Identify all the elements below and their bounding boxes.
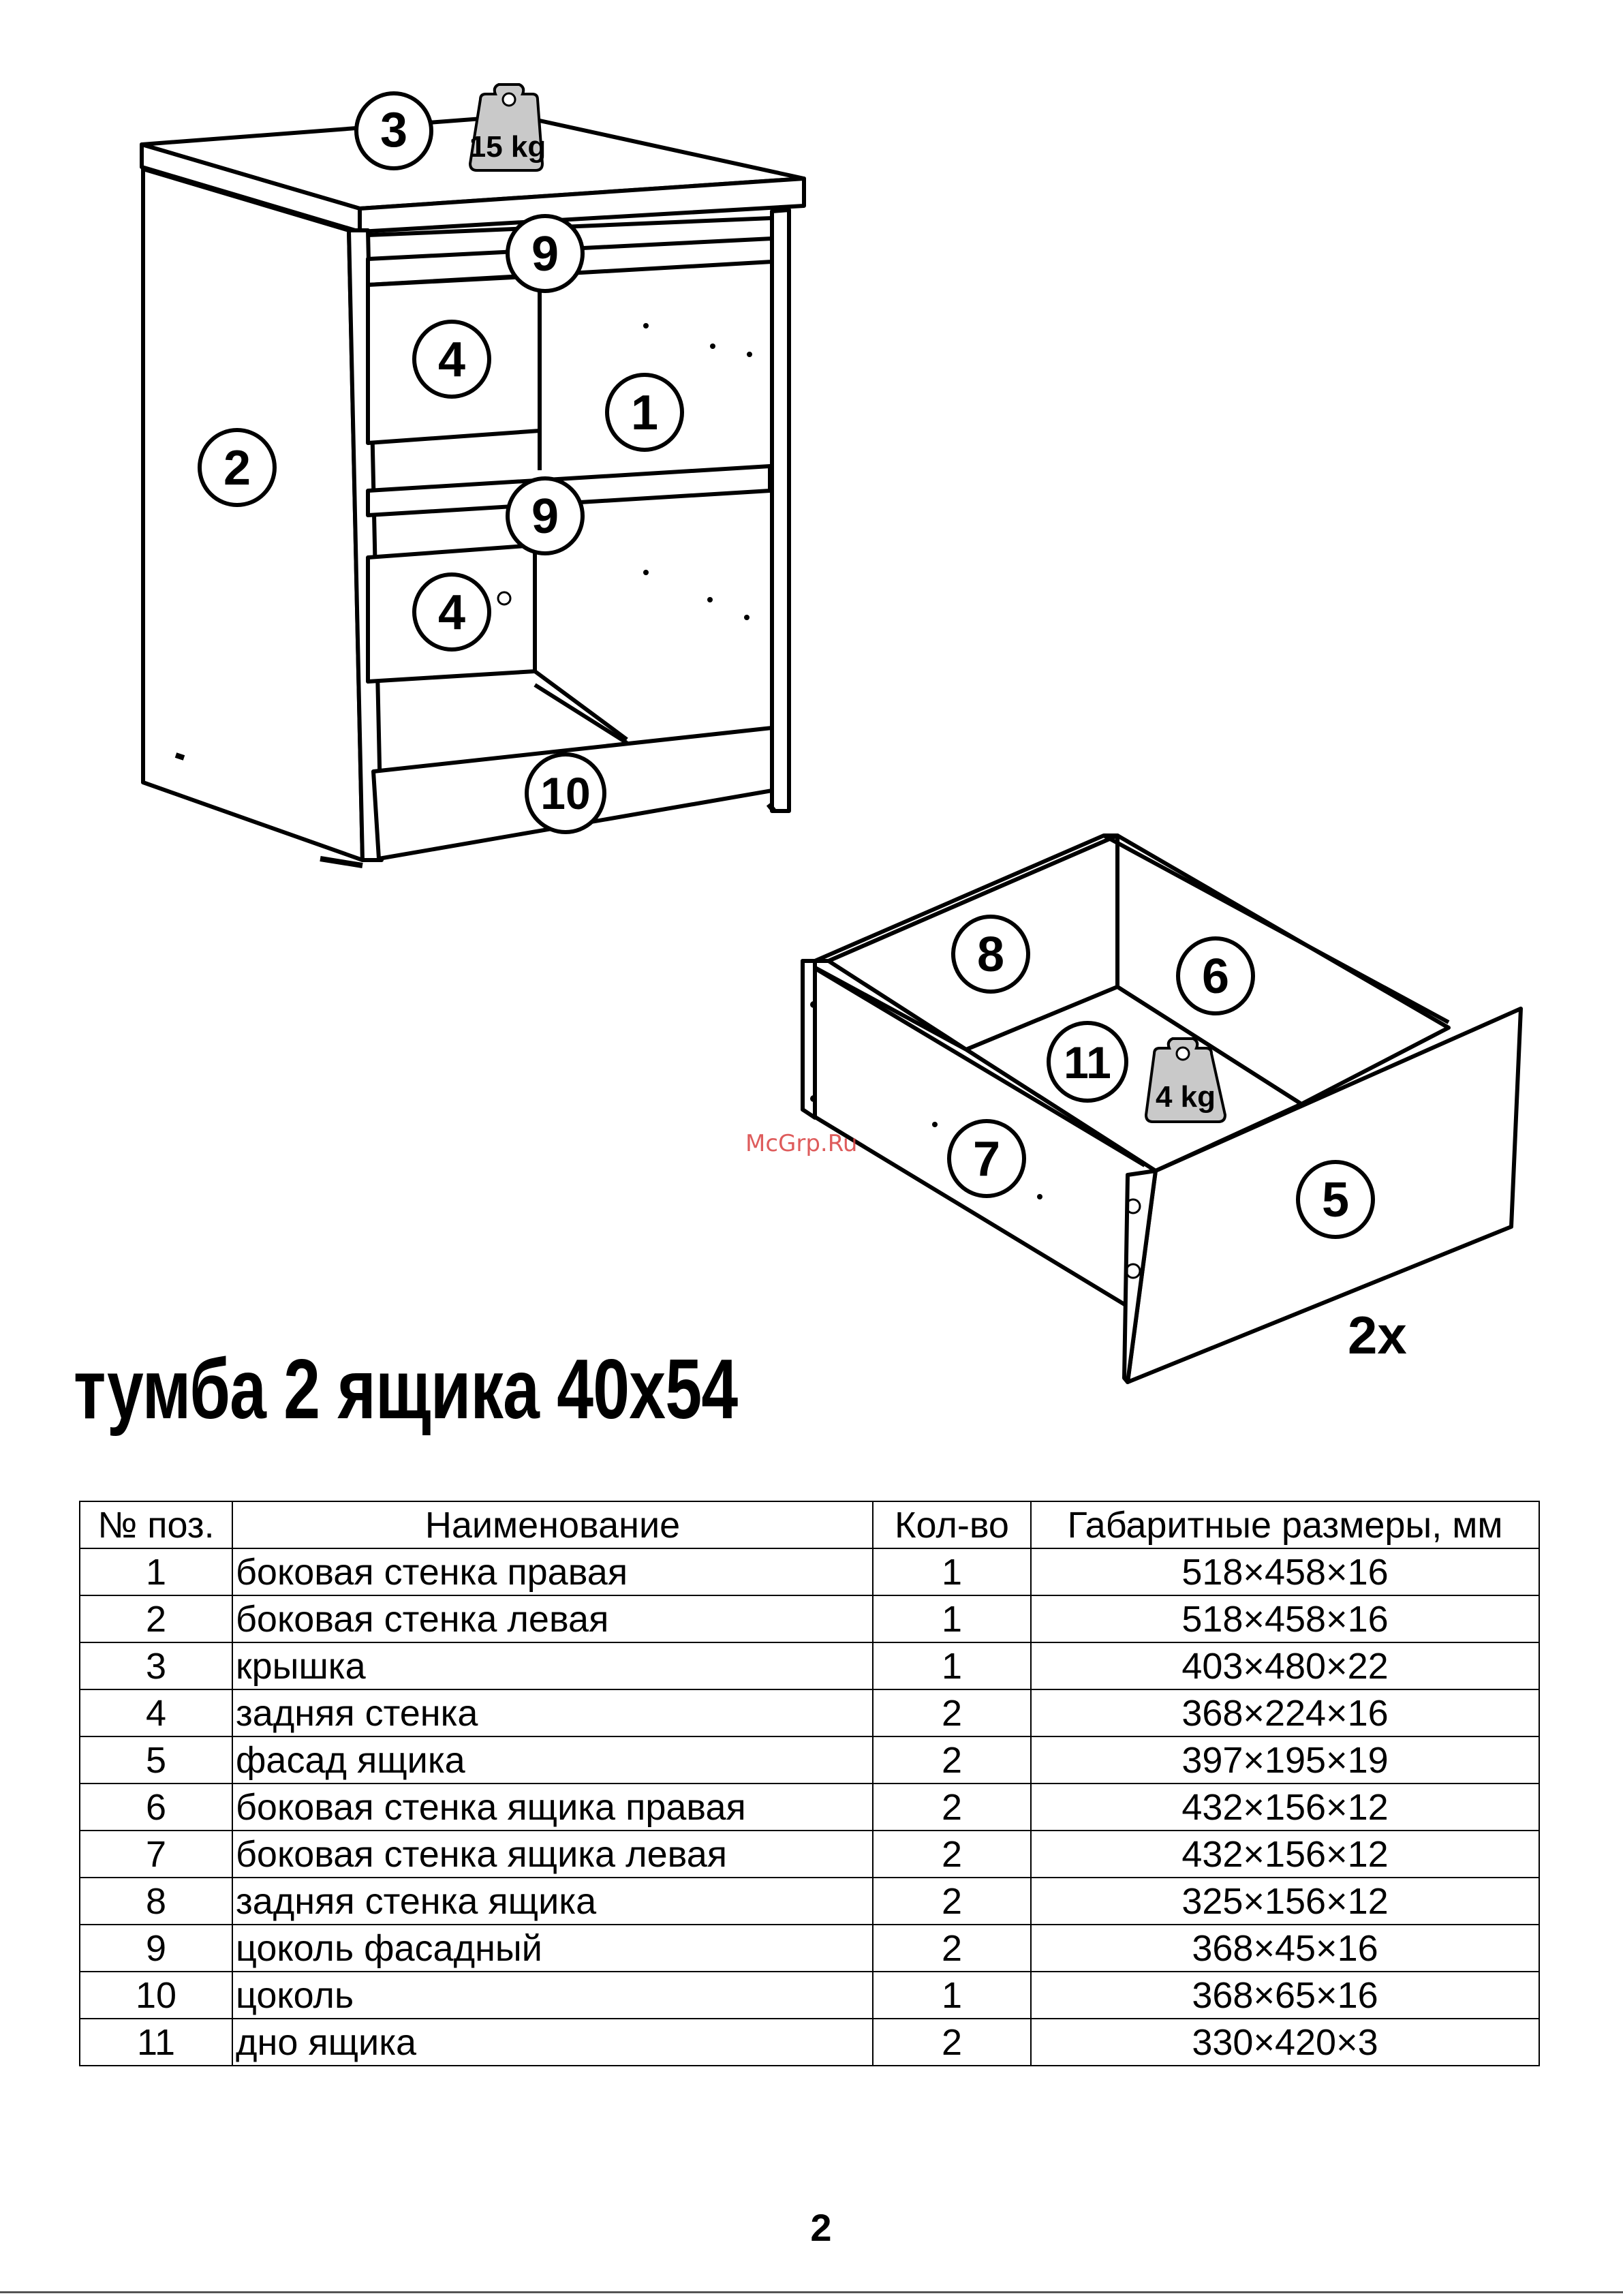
- cell-position: 4: [80, 1689, 232, 1736]
- header-dimensions: Габаритные размеры, мм: [1031, 1501, 1539, 1548]
- callout-label: 2: [223, 441, 251, 495]
- callout-label: 4: [437, 585, 466, 640]
- cell-dimensions: 330×420×3: [1031, 2019, 1539, 2066]
- callout-label: 8: [976, 928, 1005, 982]
- callout-label: 10: [540, 768, 591, 818]
- table-header-row: [80, 1501, 1539, 1548]
- table-row: [80, 1548, 1539, 1595]
- header-quantity: Кол-во: [873, 1501, 1031, 1548]
- table-row: [80, 2019, 1539, 2066]
- cell-position: 11: [80, 2019, 232, 2066]
- cell-quantity: 1: [873, 1642, 1031, 1689]
- drawer-quantity-label: 2x: [1348, 1305, 1407, 1365]
- cabinet-load-label: 15 kg: [469, 130, 546, 164]
- cell-dimensions: 368×65×16: [1031, 1972, 1539, 2019]
- cell-quantity: 2: [873, 1831, 1031, 1878]
- table-row: [80, 1595, 1539, 1642]
- table-row: [80, 1925, 1539, 1972]
- callout-3: [356, 93, 431, 168]
- cell-position: 10: [80, 1972, 232, 2019]
- cell-name: задняя стенка: [232, 1689, 873, 1736]
- callout-4-upper: [414, 322, 489, 397]
- cell-name: боковая стенка ящика левая: [232, 1831, 873, 1878]
- callout-8: [953, 917, 1028, 992]
- callout-1: [607, 375, 682, 450]
- cell-name: дно ящика: [232, 2019, 873, 2066]
- header-name: Наименование: [232, 1501, 873, 1548]
- table-row: [80, 1784, 1539, 1831]
- callout-4-lower: [414, 575, 489, 649]
- cell-quantity: 1: [873, 1972, 1031, 2019]
- cell-name: боковая стенка ящика правая: [232, 1784, 873, 1831]
- callout-label: 4: [437, 333, 466, 387]
- cell-name: цоколь: [232, 1972, 873, 2019]
- cell-quantity: 1: [873, 1548, 1031, 1595]
- callout-9-top: [508, 216, 583, 291]
- header-position: № поз.: [80, 1501, 232, 1548]
- cell-dimensions: 368×224×16: [1031, 1689, 1539, 1736]
- cell-dimensions: 518×458×16: [1031, 1548, 1539, 1595]
- cell-dimensions: 403×480×22: [1031, 1642, 1539, 1689]
- table-row: [80, 1831, 1539, 1878]
- callout-9-middle: [508, 478, 583, 553]
- cell-dimensions: 368×45×16: [1031, 1925, 1539, 1972]
- cell-position: 5: [80, 1736, 232, 1784]
- callout-label: 11: [1064, 1037, 1111, 1088]
- cell-name: задняя стенка ящика: [232, 1878, 873, 1925]
- cell-quantity: 2: [873, 2019, 1031, 2066]
- drawer-load-label: 4 kg: [1155, 1080, 1216, 1114]
- callout-10: [527, 754, 604, 832]
- cell-position: 3: [80, 1642, 232, 1689]
- cell-dimensions: 432×156×12: [1031, 1784, 1539, 1831]
- table-row: [80, 1878, 1539, 1925]
- page-title: тумба 2 ящика 40x54: [74, 1343, 738, 1437]
- callout-label: 3: [380, 103, 408, 157]
- callout-label: 5: [1321, 1173, 1350, 1227]
- callout-label: 7: [972, 1132, 1001, 1187]
- callout-label: 6: [1201, 949, 1230, 1004]
- callout-label: 9: [531, 227, 559, 281]
- cell-quantity: 2: [873, 1689, 1031, 1736]
- cell-name: боковая стенка правая: [232, 1548, 873, 1595]
- cell-position: 7: [80, 1831, 232, 1878]
- cell-position: 6: [80, 1784, 232, 1831]
- table-row: [80, 1642, 1539, 1689]
- cell-name: фасад ящика: [232, 1736, 873, 1784]
- cell-dimensions: 432×156×12: [1031, 1831, 1539, 1878]
- cell-position: 2: [80, 1595, 232, 1642]
- table-row: [80, 1736, 1539, 1784]
- parts-table: [79, 1501, 1540, 2066]
- table-row: [80, 1689, 1539, 1736]
- bottom-divider: [0, 2291, 1623, 2293]
- cell-name: крышка: [232, 1642, 873, 1689]
- weight-icon: [469, 85, 546, 170]
- cell-position: 1: [80, 1548, 232, 1595]
- cell-dimensions: 325×156×12: [1031, 1878, 1539, 1925]
- cell-quantity: 2: [873, 1925, 1031, 1972]
- callout-5: [1298, 1162, 1373, 1237]
- callout-label: 1: [630, 386, 659, 440]
- callout-11: [1049, 1023, 1126, 1101]
- cell-quantity: 2: [873, 1878, 1031, 1925]
- cell-name: цоколь фасадный: [232, 1925, 873, 1972]
- cell-quantity: 2: [873, 1784, 1031, 1831]
- cell-name: боковая стенка левая: [232, 1595, 873, 1642]
- callout-label: 9: [531, 489, 559, 544]
- page-number: 2: [810, 2206, 832, 2249]
- callout-2: [200, 430, 275, 505]
- cell-dimensions: 518×458×16: [1031, 1595, 1539, 1642]
- cell-dimensions: 397×195×19: [1031, 1736, 1539, 1784]
- cell-quantity: 1: [873, 1595, 1031, 1642]
- callout-7: [949, 1121, 1024, 1196]
- cell-position: 9: [80, 1925, 232, 1972]
- cell-position: 8: [80, 1878, 232, 1925]
- watermark: McGrp.Ru: [745, 1130, 858, 1157]
- cell-quantity: 2: [873, 1736, 1031, 1784]
- callout-6: [1178, 938, 1253, 1013]
- table-row: [80, 1972, 1539, 2019]
